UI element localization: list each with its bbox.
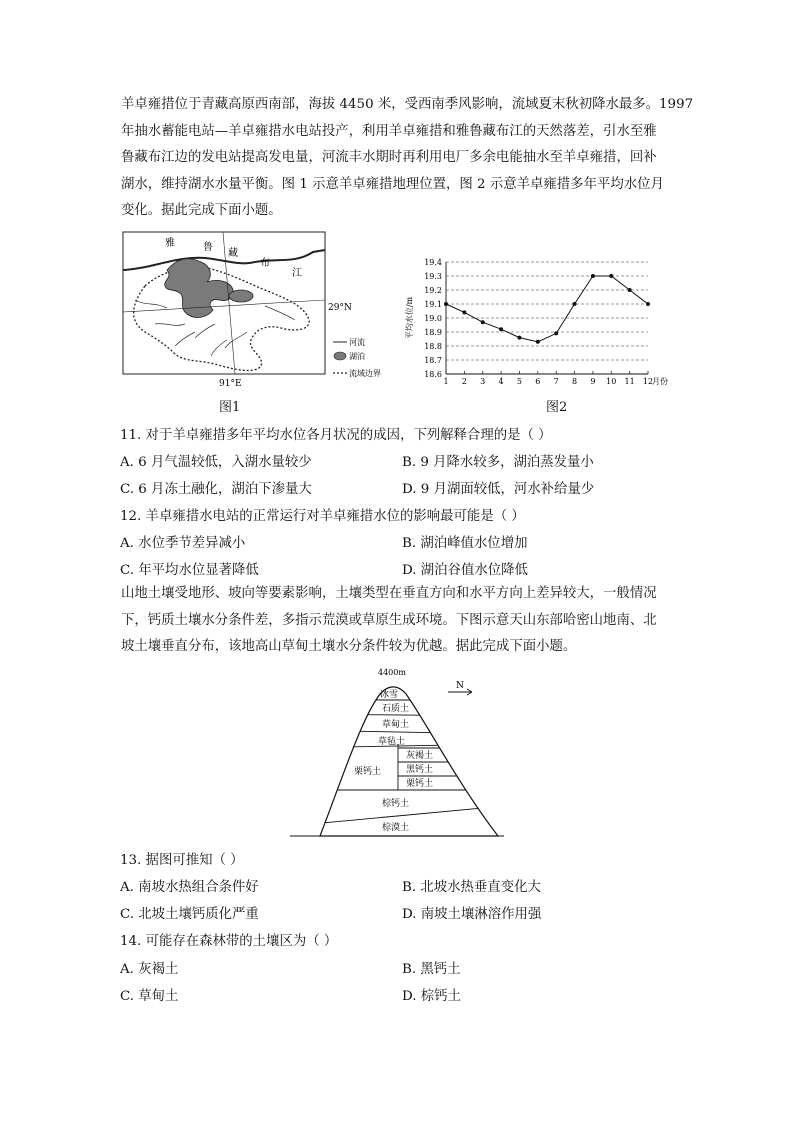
data-point — [628, 288, 632, 292]
data-point — [517, 336, 521, 340]
figure-2-caption: 图2 — [546, 400, 568, 415]
q11-option-a[interactable]: A. 6 月气温较低，入湖水量较少 — [120, 455, 312, 470]
data-point — [554, 331, 558, 335]
q11-option-c[interactable]: C. 6 月冻土融化，湖泊下渗量大 — [120, 482, 312, 497]
river-label-char: 布 — [260, 258, 270, 269]
x-tick-label: 11 — [624, 377, 635, 386]
zone-chestnut-south-label: 栗钙土 — [354, 767, 382, 777]
x-axis-label: 月份 — [652, 377, 668, 386]
lat-label: 29°N — [328, 303, 352, 313]
q13-option-c[interactable]: C. 北坡土壤钙质化严重 — [120, 907, 259, 922]
river-label-char: 藏 — [228, 248, 238, 259]
peak-label: 4400m — [378, 668, 406, 677]
zone-stony-label: 石质土 — [382, 704, 410, 714]
question-12-stem: 12. 羊卓雍措水电站的正常运行对羊卓雍措水位的影响最可能是（ ） — [120, 509, 525, 524]
zone-chernozem-label: 黑钙土 — [406, 765, 434, 775]
x-tick-label: 12 — [642, 377, 654, 386]
legend-lake-label: 湖泊 — [349, 352, 365, 361]
passage-1 — [121, 92, 694, 225]
y-axis-label: 平均水位/m — [405, 296, 414, 340]
q11-option-d[interactable]: D. 9 月湖面较低，河水补给量少 — [402, 482, 595, 497]
y-tick-label: 18.9 — [424, 328, 442, 337]
q14-option-d[interactable]: D. 棕钙土 — [402, 989, 461, 1004]
lon-label: 91°E — [219, 379, 242, 389]
figure-2-chart — [400, 252, 690, 392]
data-point — [499, 327, 503, 331]
x-tick-label: 8 — [571, 377, 578, 386]
passage-1-line: 变化。据此完成下面小题。 — [121, 203, 282, 218]
y-tick-label: 19.0 — [424, 314, 442, 323]
y-tick-label: 19.2 — [424, 286, 442, 295]
passage-2-line: 山地土壤受地形、坡向等要素影响，土壤类型在垂直方向和水平方向上差异较大，一般情况 — [121, 586, 657, 601]
x-tick-label: 1 — [443, 377, 449, 386]
x-tick-label: 6 — [535, 377, 541, 386]
x-tick-label: 10 — [606, 377, 617, 386]
legend-lake-icon — [334, 352, 346, 360]
x-tick-label: 5 — [516, 377, 523, 386]
x-tick-label: 3 — [480, 377, 486, 386]
y-tick-label: 18.8 — [424, 342, 442, 351]
north-label: N — [456, 681, 464, 691]
y-tick-label: 19.3 — [424, 272, 442, 281]
data-point — [591, 274, 595, 278]
passage-1-line: 湖水，维持湖水水量平衡。图 1 示意羊卓雍措地理位置，图 2 示意羊卓雍措多年平均水位月 — [121, 176, 664, 192]
q12-option-b[interactable]: B. 湖泊峰值水位增加 — [402, 536, 528, 551]
data-point — [646, 302, 650, 306]
q14-option-c[interactable]: C. 草甸土 — [120, 989, 179, 1004]
river-label-char: 江 — [292, 268, 302, 279]
passage-1-line: 鲁藏布江边的发电站提高发电量，河流丰水期时再利用电厂多余电能抽水至羊卓雍措，回补 — [121, 150, 657, 165]
data-point — [536, 340, 540, 344]
data-point — [462, 310, 466, 314]
x-tick-label: 9 — [590, 377, 596, 386]
figure-1-map — [115, 228, 381, 390]
zone-chestnut-north-label: 栗钙土 — [406, 779, 434, 789]
x-tick-label: 7 — [553, 377, 559, 386]
x-tick-label: 2 — [461, 377, 467, 386]
passage-1-line: 年抽水蓄能电站—羊卓雍措水电站投产，利用羊卓雍措和雅鲁藏布江的天然落差，引水至雅 — [121, 123, 657, 139]
lake-small — [229, 290, 253, 302]
data-point — [444, 302, 448, 306]
passage-2-line: 坡土壤垂直分布，该地高山草甸土壤水分条件较为优越。据此完成下面小题。 — [121, 639, 577, 654]
q12-option-d[interactable]: D. 湖泊谷值水位降低 — [402, 563, 528, 578]
q14-option-b[interactable]: B. 黑钙土 — [402, 962, 461, 977]
q11-option-b[interactable]: B. 9 月降水较多，湖泊蒸发量小 — [402, 455, 594, 470]
q13-option-b[interactable]: B. 北坡水热垂直变化大 — [402, 880, 541, 895]
legend-river-label: 河流 — [349, 338, 365, 347]
zone-brown-desert-label: 棕漠土 — [382, 823, 410, 833]
passage-1-line: 羊卓雍措位于青藏高原西南部，海拔 4450 米，受西南季风影响，流域夏末秋初降水最多。1997 — [121, 97, 694, 112]
legend-boundary-label: 流域边界 — [349, 369, 381, 378]
y-tick-label: 19.4 — [424, 258, 442, 267]
zone-meadow-label: 草甸土 — [382, 720, 410, 730]
x-tick-label: 4 — [498, 377, 504, 386]
data-point — [573, 302, 577, 306]
q12-option-c[interactable]: C. 年平均水位显著降低 — [120, 563, 259, 578]
q13-option-a[interactable]: A. 南坡水热组合条件好 — [120, 880, 259, 895]
y-tick-label: 18.6 — [424, 370, 442, 379]
passage-2 — [121, 581, 677, 661]
zone-brown-calcic-label: 棕钙土 — [382, 799, 410, 809]
river-label-char: 雅 — [165, 238, 175, 249]
question-14-stem: 14. 可能存在森林带的土壤区为（ ） — [120, 934, 338, 949]
zone-grey-cinnamon-label: 灰褐土 — [406, 751, 434, 761]
passage-2-line: 下，钙质土壤水分条件差，多指示荒漠或草原生成环境。下图示意天山东部哈密山地南、北 — [121, 612, 657, 628]
y-tick-label: 18.7 — [424, 356, 442, 365]
data-point — [481, 320, 485, 324]
question-13-stem: 13. 据图可推知（ ） — [120, 853, 244, 868]
q12-option-a[interactable]: A. 水位季节差异减小 — [120, 536, 246, 551]
river-label-char: 鲁 — [203, 242, 213, 253]
zone-snow-label: 冰雪 — [380, 690, 399, 700]
q13-option-d[interactable]: D. 南坡土壤淋溶作用强 — [402, 907, 542, 922]
y-tick-label: 19.1 — [424, 300, 442, 309]
zone-felt-label: 草毡土 — [378, 737, 406, 747]
question-11-stem: 11. 对于羊卓雍措多年平均水位各月状况的成因，下列解释合理的是（ ） — [120, 428, 552, 443]
data-point — [609, 274, 613, 278]
figure-3-soil-profile — [290, 664, 504, 842]
figure-1-caption: 图1 — [219, 400, 241, 415]
q14-option-a[interactable]: A. 灰褐土 — [120, 962, 179, 977]
